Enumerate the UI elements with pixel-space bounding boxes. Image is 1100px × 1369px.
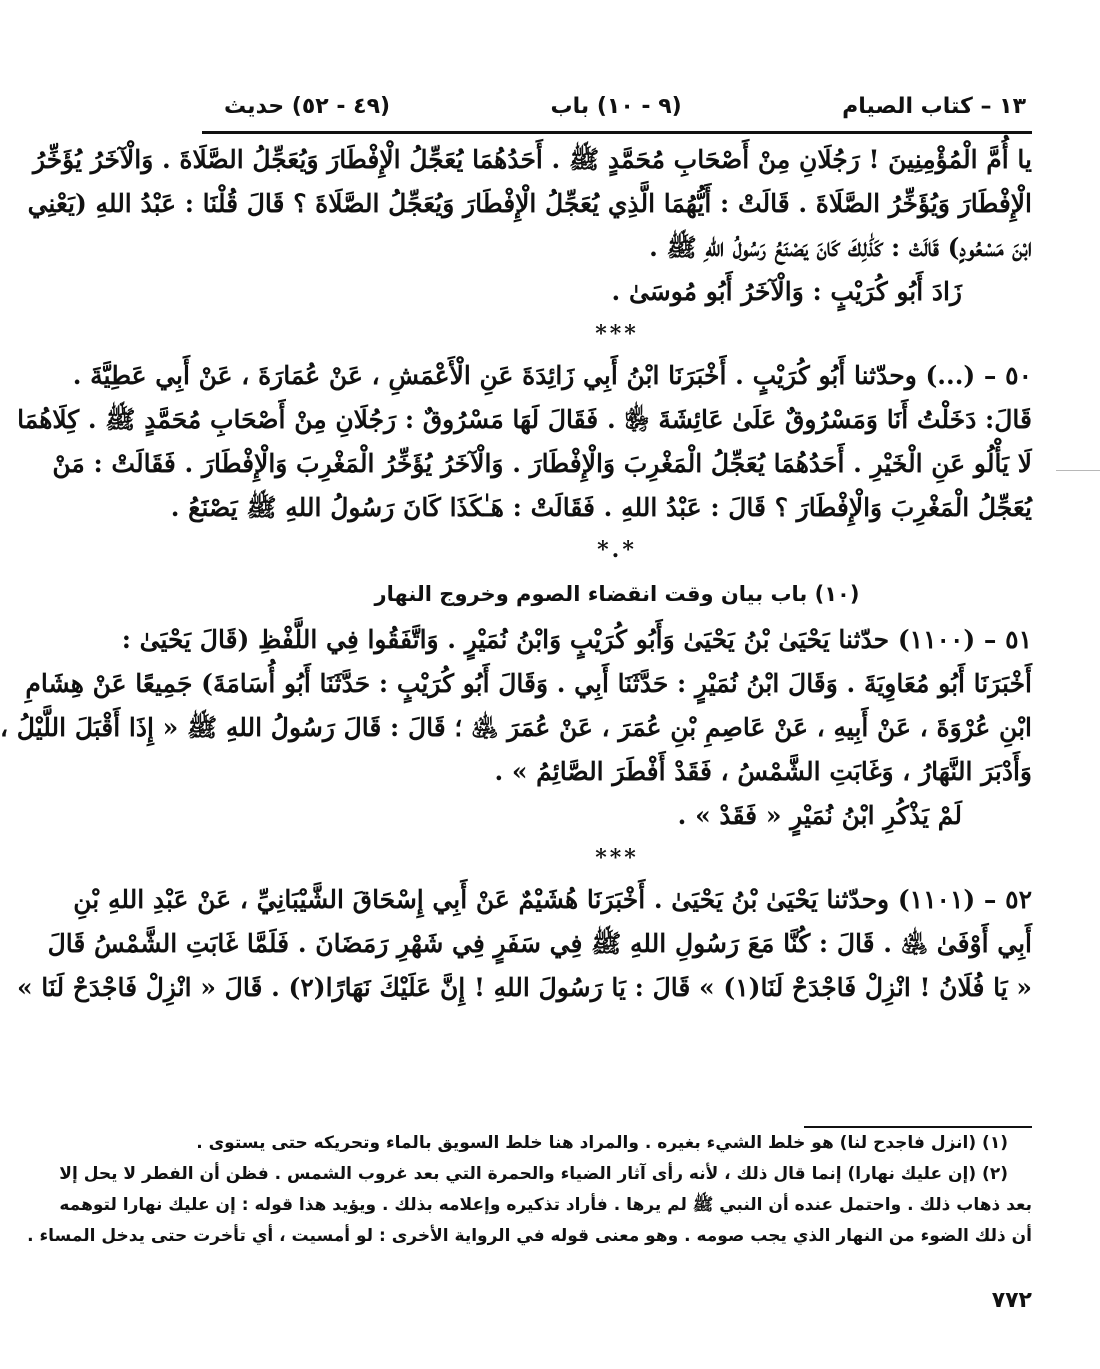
footnote-line: (٢) (إن عليك نهارا) إنما قال ذلك ، لأنه رأى آثار الضياء والحمرة التي بعد غروب الشمس . فظن أن الفطر لا يحل إلا xyxy=(59,1164,1008,1184)
margin-mark xyxy=(1056,470,1100,471)
chapter-title: (١٠) باب بيان وقت انقضاء الصوم وخروج النهار xyxy=(374,582,860,606)
header-chapter-range: (٩ - ١٠) باب xyxy=(550,93,682,119)
text-line: ٥١ – (١١٠٠) حدّثنا يَحْيَىٰ بْنُ يَحْيَىٰ وَأَبُو كُرَيْبٍ وَابْنُ نُمَيْرٍ . وَاتَّفَقُوا فِي اللَّفْظِ (قَالَ يَحْيَىٰ : xyxy=(121,625,1032,654)
text-line: زَادَ أَبُو كُرَيْبٍ : وَالْآخَرُ أَبُو مُوسَىٰ . xyxy=(611,277,962,306)
hadith-52 xyxy=(16,878,1032,1010)
section-separator: *** xyxy=(595,321,639,347)
text-line: لَمْ يَذْكُرِ ابْنُ نُمَيْرٍ « فَقَدْ » . xyxy=(677,801,962,830)
text-line: قَالَ: دَخَلْتُ أَنَا وَمَسْرُوقٌ عَلَىٰ عَائِشَةَ ﵂ . فَقَالَ لَهَا مَسْرُوقٌ : رَجُلَانِ مِنْ أَصْحَابِ مُحَمَّدٍ ﷺ . كِلَاهُمَا xyxy=(17,405,1032,434)
text-line: ابْنِ عُرْوَةَ ، عَنْ أَبِيهِ ، عَنْ عَاصِمِ بْنِ عُمَرَ ، عَنْ عُمَرَ ﵁ ؛ قَالَ : قَالَ رَسُولُ اللهِ ﷺ « إِذَا أَقْبَلَ اللَّيْلُ ، xyxy=(0,713,1032,742)
header-rule xyxy=(202,131,1032,134)
paragraph-note xyxy=(202,794,1032,838)
text-line: أَبِي أَوْفَىٰ ﵁ . قَالَ : كُنَّا مَعَ رَسُولِ اللهِ ﷺ فِي سَفَرٍ فِي شَهْرِ رَمَضَانَ . فَلَمَّا غَابَتِ الشَّمْسُ قَالَ xyxy=(47,929,1032,958)
text-line: يُعَجِّلُ الْمَغْرِبَ وَالْإِفْطَارَ ؟ قَالَ : عَبْدُ اللهِ . فَقَالَتْ : هَـٰكَذَا كَانَ رَسُولُ اللهِ ﷺ يَصْنَعُ . xyxy=(170,493,1032,522)
running-header xyxy=(224,86,1026,126)
text-line: ٥٠ – (...) وحدّثنا أَبُو كُرَيْبٍ . أَخْبَرَنَا ابْنُ أَبِي زَائِدَةَ عَنِ الْأَعْمَشِ ، عَنْ عُمَارَةَ ، عَنْ أَبِي عَطِيَّةَ . xyxy=(72,361,1032,390)
footnote-line: بعد ذهاب ذلك . واحتمل عنده أن النبي ﷺ لم يرها . فأراد تذكيره وإعلامه بذلك . ويؤيد هذا قوله : إن عليك نهارا لتوهمه xyxy=(59,1195,1032,1215)
text-line: لَا يَأْلُو عَنِ الْخَيْرِ . أَحَدُهُمَا يُعَجِّلُ الْمَغْرِبَ وَالْإِفْطَارَ . وَالْآخَرُ يُؤَخِّرُ الْمَغْرِبَ وَالْإِفْطَارَ . فَقَالَتْ : مَنْ xyxy=(52,449,1032,478)
text-line: وَأَدْبَرَ النَّهَارُ ، وَغَابَتِ الشَّمْسُ ، فَقَدْ أَفْطَرَ الصَّائِمُ » . xyxy=(494,757,1032,786)
paragraph-addition xyxy=(202,270,1032,314)
text-line: أَخْبَرَنَا أَبُو مُعَاوِيَةَ . وَقَالَ ابْنُ نُمَيْرٍ : حَدَّثَنَا أَبِي . وَقَالَ أَبُو كُرَيْبٍ : حَدَّثَنَا أَبُو أُسَامَةَ) جَمِيعًا عَنْ هِشَامِ xyxy=(25,669,1032,698)
main-text xyxy=(0,138,1032,1010)
header-hadith-range: (٤٩ - ٥٢) حديث xyxy=(224,93,391,119)
footnote-line: (١) (انزل فاجدح لنا) هو خلط الشيء بغيره . والمراد هنا خلط السويق بالماء وتحريكه حتى يستوى . xyxy=(196,1133,1008,1153)
hadith-50 xyxy=(17,354,1032,530)
section-separator: *.* xyxy=(597,537,637,563)
paragraph-continuation xyxy=(27,138,1032,270)
footnotes xyxy=(27,1128,1032,1252)
text-line: يا أُمَّ الْمُؤْمِنِينَ ! رَجُلَانِ مِنْ أَصْحَابِ مُحَمَّدٍ ﷺ . أَحَدُهُمَا يُعَجِّلُ الْإِفْطَارَ وَيُعَجِّلُ الصَّلَاةَ . وَالْآخَرُ يُؤَخِّرُ xyxy=(32,145,1032,174)
footnote-line: أن ذلك الضوء من النهار الذي يجب صومه . وهو معنى قوله في الرواية الأخرى : لو أمسيت ، أي تأخرت حتى يدخل المساء . xyxy=(27,1226,1032,1246)
text-line: الْإِفْطَارَ وَيُؤَخِّرُ الصَّلَاةَ . قَالَتْ : أَيُّهُمَا الَّذِي يُعَجِّلُ الْإِفْطَارَ وَيُعَجِّلُ الصَّلَاةَ ؟ قَالَ قُلْنَا : عَبْدُ اللهِ (يَعْنِي xyxy=(27,189,1032,218)
header-book-title: ١٣ – كتاب الصيام xyxy=(842,93,1026,119)
text-line: ابْنَ مَسْعُودٍ) قَالَتْ : كَذَٰلِكَ كَانَ يَصْنَعُ رَسُولُ اللهِ ﷺ . xyxy=(649,233,1032,262)
text-line: « يَا فُلَانُ ! انْزِلْ فَاجْدَحْ لَنَا(١) » قَالَ : يَا رَسُولَ اللهِ ! إِنَّ عَلَيْكَ نَهَارًا(٢) . قَالَ « انْزِلْ فَاجْدَحْ لَنَا » xyxy=(16,973,1032,1002)
section-separator: *** xyxy=(595,845,639,871)
page-number: ٧٧٢ xyxy=(991,1288,1032,1313)
text-line: ٥٢ – (١١٠١) وحدّثنا يَحْيَىٰ بْنُ يَحْيَىٰ . أَخْبَرَنَا هُشَيْمٌ عَنْ أَبِي إِسْحَاقَ الشَّيْبَانِيِّ ، عَنْ عَبْدِ اللهِ بْنِ xyxy=(73,885,1032,914)
hadith-51 xyxy=(0,618,1032,794)
